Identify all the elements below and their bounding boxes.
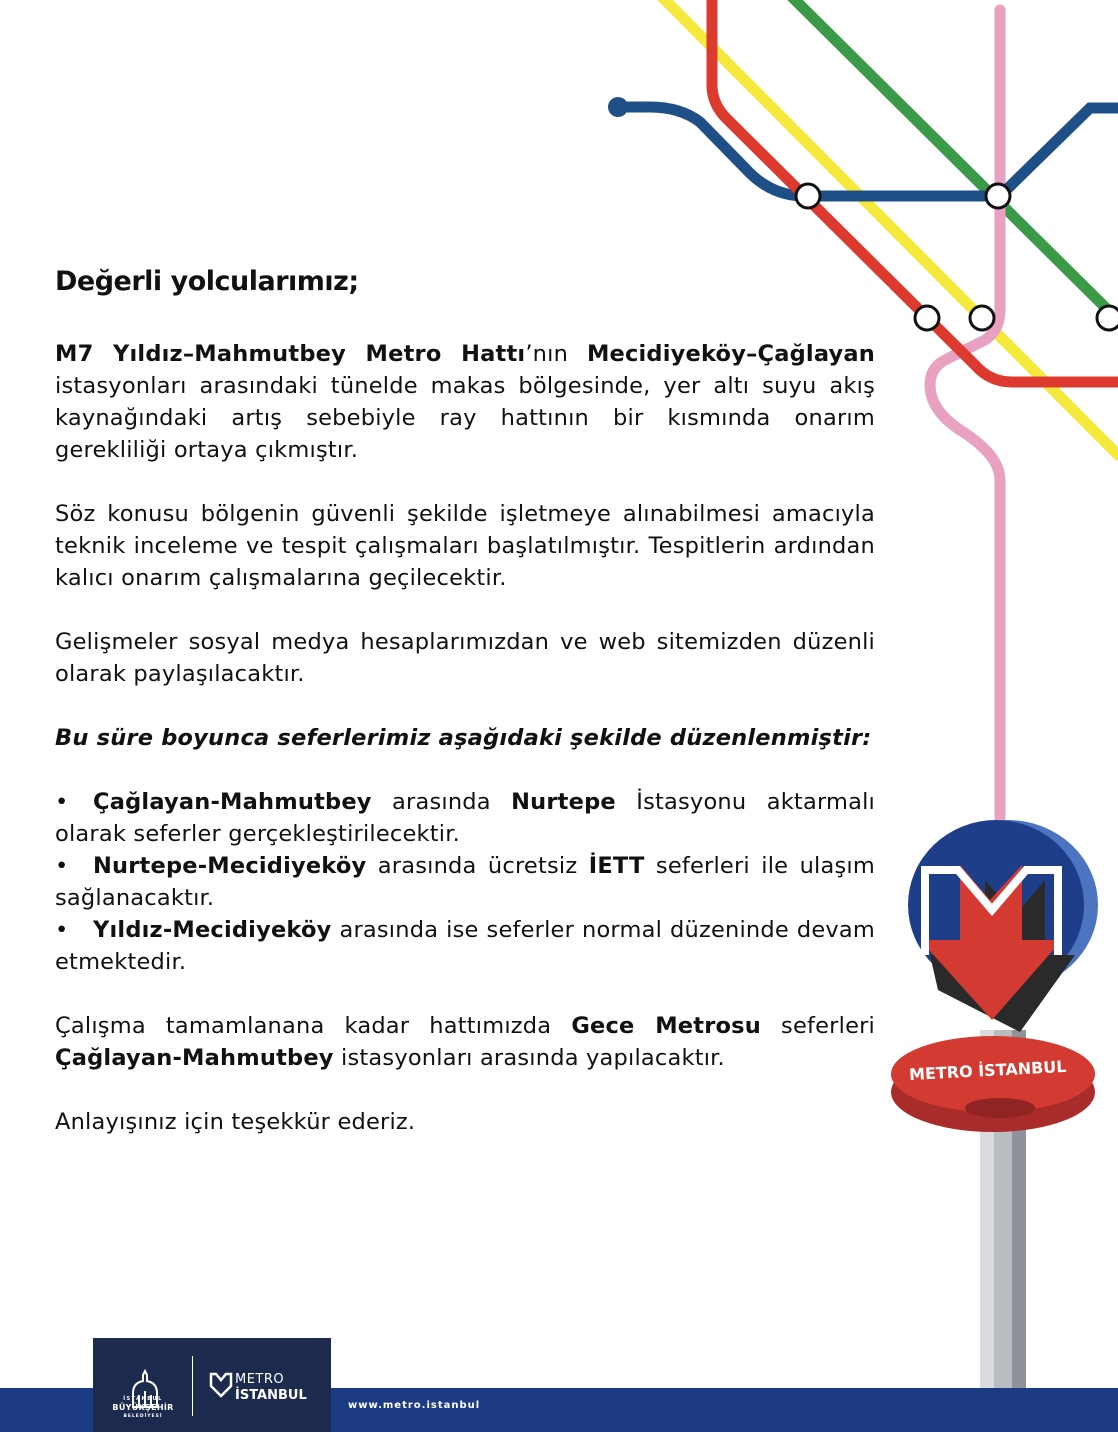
station-marker — [970, 306, 994, 330]
metro-m-icon — [209, 1372, 233, 1398]
route-name: Nurtepe-Mecidiyeköy — [93, 853, 367, 879]
line-suffix: ’nın — [525, 341, 587, 367]
closing-text: Anlayışınız için teşekkür ederiz. — [55, 1109, 416, 1135]
station-marker — [986, 184, 1010, 208]
bullet: • — [55, 789, 69, 815]
metro-sign-text: METRO İSTANBUL — [908, 1056, 1067, 1085]
section-name: Mecidiyeköy–Çağlayan — [586, 341, 875, 367]
night-text: Çalışma tamamlanana kadar hattımızda — [55, 1013, 572, 1039]
station-marker — [915, 306, 939, 330]
blue-line-endpoint — [608, 97, 628, 117]
night-text: istasyonları arasında yapılacaktır. — [333, 1045, 725, 1071]
station-marker — [796, 184, 820, 208]
route-name: Çağlayan-Mahmutbey — [55, 1045, 334, 1071]
ibb-name-line2: BÜYÜKŞEHİR — [112, 1403, 174, 1412]
line-name: M7 Yıldız–Mahmutbey Metro Hattı — [55, 341, 526, 367]
ibb-name-line3: BELEDİYESİ — [123, 1414, 163, 1419]
metro-sign-illustration — [891, 820, 1098, 1411]
list-item — [55, 914, 875, 978]
route-name: Yıldız-Mecidiyeköy — [93, 917, 332, 943]
service-changes-list — [55, 786, 875, 978]
route-name: Çağlayan-Mahmutbey — [93, 789, 372, 815]
item-text: İstasyonu aktarmalı olarak seferler gerçekleştirilecektir. — [55, 789, 876, 847]
night-text: seferleri — [760, 1013, 876, 1039]
station-name: Nurtepe — [511, 789, 616, 815]
operator-name: İETT — [588, 853, 645, 879]
paragraph-repair-notice — [55, 338, 875, 466]
bullet: • — [55, 917, 69, 943]
announcement-body — [55, 262, 875, 1170]
service-changes-heading: Bu süre boyunca seferlerimiz aşağıdaki şekilde düzenlenmiştir: — [55, 725, 872, 751]
footer-logo-box — [93, 1338, 331, 1432]
pink-metro-line — [930, 10, 1000, 850]
list-item — [55, 786, 875, 850]
metro-logo-line2: İSTANBUL — [235, 1388, 307, 1403]
list-item — [55, 850, 875, 914]
bullet: • — [55, 853, 69, 879]
metro-logo-line1: METRO — [235, 1372, 285, 1387]
ibb-name-line1: İSTANBUL — [123, 1396, 163, 1402]
item-text: arasında — [371, 789, 512, 815]
paragraph-updates: Gelişmeler sosyal medya hesaplarımızdan ve web sitemizden düzenli olarak paylaşılacaktır. — [55, 629, 875, 687]
paragraph-inspection: Söz konusu bölgenin güvenli şekilde işletmeye alınabilmesi amacıyla teknik inceleme ve tespit çalışmaları başlatılmıştır. Tespitlerin ardından kalıcı onarım çalışmalarına geçilecektir. — [55, 501, 875, 591]
night-metro-name: Gece Metrosu — [571, 1013, 761, 1039]
item-text: seferleri ile ulaşım sağlanacaktır. — [55, 853, 875, 911]
logo-divider — [192, 1356, 193, 1416]
greeting-heading: Değerli yolcularımız; — [55, 266, 359, 297]
footer-website-link[interactable]: www.metro.istanbul — [348, 1400, 481, 1411]
blue-metro-line — [620, 107, 1118, 196]
item-text: arasında ise seferler normal düzeninde devam etmektedir. — [55, 917, 875, 975]
item-text: arasında ücretsiz — [366, 853, 589, 879]
paragraph-night-metro — [55, 1010, 875, 1074]
repair-text: istasyonları arasındaki tünelde makas bölgesinde, yer altı suyu akış kaynağındaki artış sebebiyle ray hattının bir kısmında onarım gerekliliği ortaya çıkmıştır. — [55, 373, 875, 463]
station-marker — [1097, 306, 1118, 330]
